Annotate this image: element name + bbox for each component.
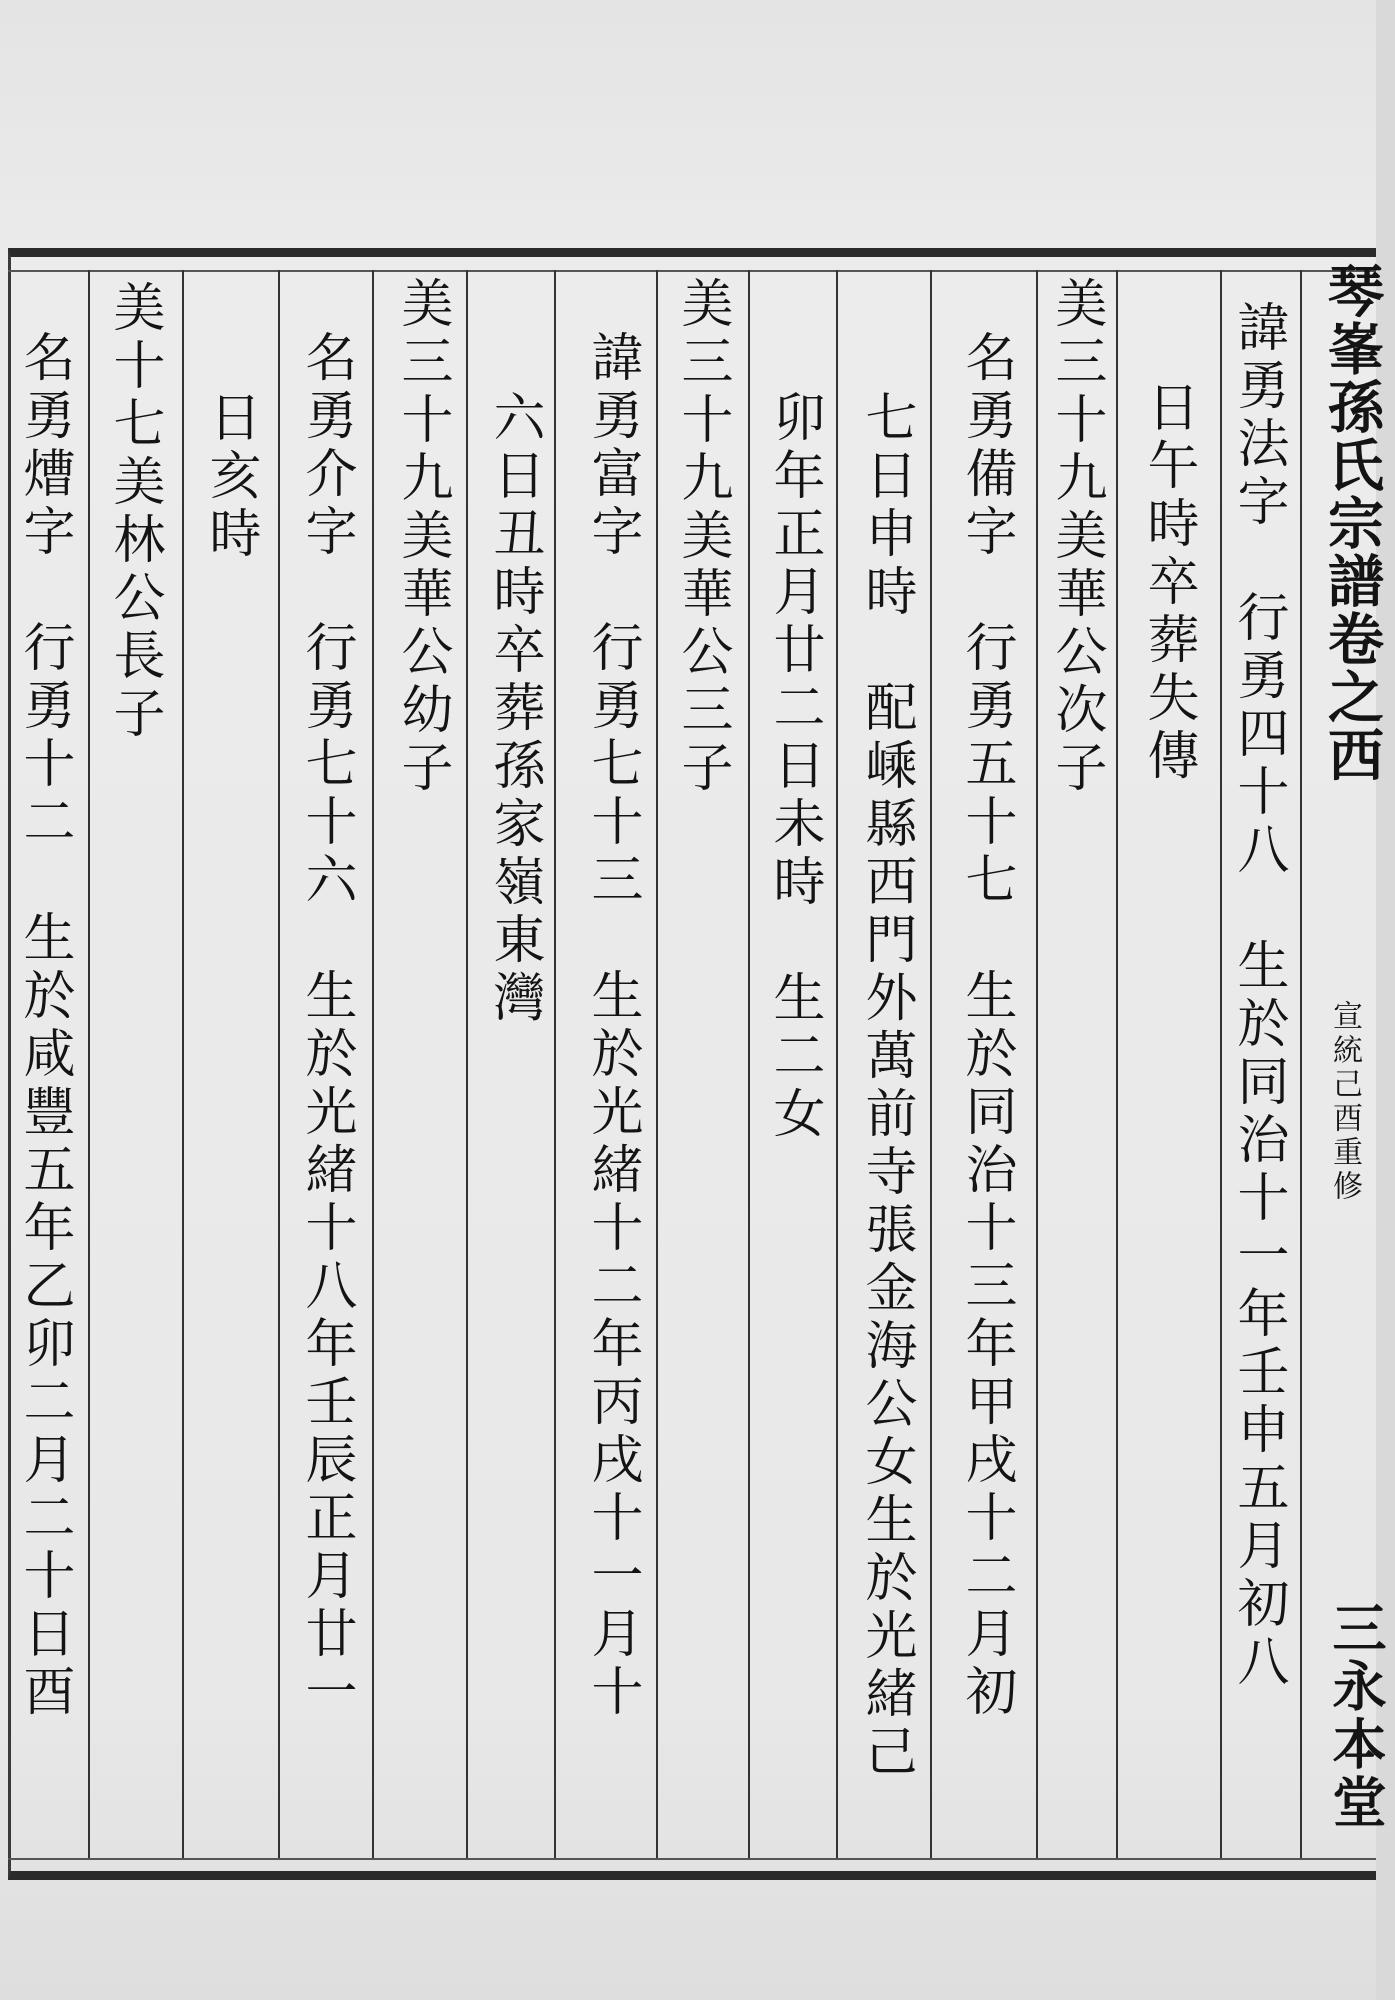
text-column: 美三十九美華公三子 [672, 276, 732, 798]
book-title: 琴峯孫氏宗譜卷之西 [1319, 262, 1385, 784]
column-rule [554, 270, 556, 1858]
column-rule [748, 270, 750, 1858]
text-column: 名勇備字 行勇五十七 生於同治十三年甲戌十二月初 [956, 330, 1016, 1722]
text-column: 卯年正月廿二日未時 生二女 [764, 390, 824, 1144]
column-rule [836, 270, 838, 1858]
column-rule [372, 270, 374, 1858]
column-rule [278, 270, 280, 1858]
text-column: 日午時卒葬失傳 [1138, 380, 1198, 786]
column-rule [1300, 270, 1302, 1858]
edition-note: 宣統己酉重修 [1327, 1000, 1362, 1204]
column-rule [182, 270, 184, 1858]
hall-name: 三永本堂 [1324, 1600, 1388, 1832]
column-rule [656, 270, 658, 1858]
column-rule [88, 270, 90, 1858]
text-column: 六日丑時卒葬孫家嶺東灣 [484, 390, 544, 1028]
column-rule [466, 270, 468, 1858]
bottom-border-line [8, 1858, 1376, 1860]
column-rule [930, 270, 932, 1858]
text-column: 美三十九美華公次子 [1046, 276, 1106, 798]
column-rule [1116, 270, 1118, 1858]
text-column: 諱勇法字 行勇四十八 生於同治十一年壬申五月初八 [1228, 300, 1288, 1692]
column-rule [1036, 270, 1038, 1858]
column-rule [1220, 270, 1222, 1858]
text-column: 日亥時 [200, 390, 260, 564]
text-column: 七日申時 配嵊縣西門外萬前寺張金海公女生於光緒己 [856, 390, 916, 1782]
text-column: 美十七美林公長子 [104, 280, 164, 744]
text-column: 名勇㷮字 行勇十二 生於咸豐五年乙卯二月二十日酉 [14, 330, 74, 1722]
text-column: 諱勇富字 行勇七十三 生於光緒十二年丙戌十一月十 [582, 330, 642, 1722]
top-border-line [8, 270, 1376, 272]
text-column: 美三十九美華公幼子 [392, 276, 452, 798]
text-column: 名勇介字 行勇七十六 生於光緒十八年壬辰正月廿一 [296, 330, 356, 1722]
